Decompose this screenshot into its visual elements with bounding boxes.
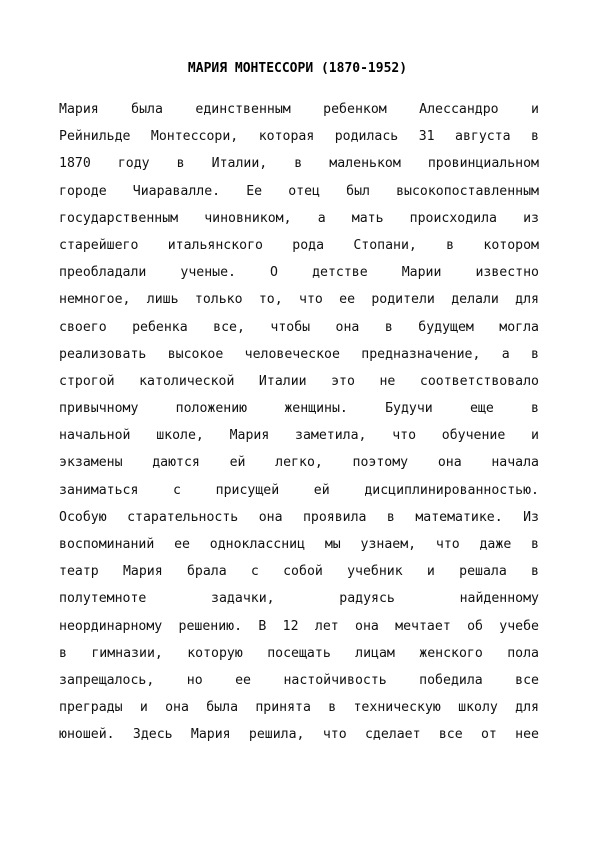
paragraph-line: своего ребенка все, чтобы она в будущем могла [59, 319, 539, 335]
paragraph-line: привычному положению женщины. Будучи еще в [59, 401, 539, 417]
paragraph-line: преобладали ученые. О детстве Марии известно [59, 265, 539, 281]
paragraph-line: воспоминаний ее одноклассниц мы узнаем, что даже в [59, 537, 539, 552]
paragraph-line: старейшего итальянского рода Стопани, в котором [59, 237, 539, 253]
paragraph-line: полутемноте задачки, радуясь найденному [59, 591, 539, 607]
paragraph-line: начальной школе, Мария заметила, что обучение и [59, 428, 539, 444]
paragraph-line: запрещалось, но ее настойчивость победила все [59, 672, 539, 688]
paragraph-line: преграды и она была принята в техническую школу для [59, 700, 539, 716]
body-paragraph [59, 96, 539, 749]
paragraph-line: в гимназии, которую посещать лицам женского пола [59, 645, 539, 661]
paragraph-line: городе Чиаравалле. Ее отец был высокопоставленным [59, 183, 539, 199]
paragraph-line: юношей. Здесь Мария решила, что сделает все от нее [59, 727, 539, 743]
paragraph-line: Рейнильде Монтессори, которая родилась 31 августа в [59, 129, 539, 145]
paragraph-line: неординарному решению. В 12 лет она мечтает об учебе [59, 618, 539, 634]
paragraph-line: немногое, лишь только то, что ее родители делали для [59, 292, 539, 308]
paragraph-line: реализовать высокое человеческое предназначение, а в [59, 346, 539, 362]
paragraph-line: 1870 году в Италии, в маленьком провинциальном [59, 156, 539, 172]
paragraph-line: Особую старательность она проявила в математике. Из [59, 509, 539, 525]
document-title: МАРИЯ МОНТЕССОРИ (1870-1952) [187, 61, 408, 76]
paragraph-line: экзамены даются ей легко, поэтому она начала [59, 455, 539, 471]
paragraph-line: театр Мария брала с собой учебник и решала в [59, 564, 539, 580]
paragraph-line: заниматься с присущей ей дисциплинированностью. [59, 482, 539, 498]
paragraph-line: Мария была единственным ребенком Алессандро и [59, 102, 539, 117]
paragraph-line: строгой католической Италии это не соответствовало [59, 373, 539, 389]
paragraph-line: государственным чиновником, а мать происходила из [59, 210, 539, 226]
